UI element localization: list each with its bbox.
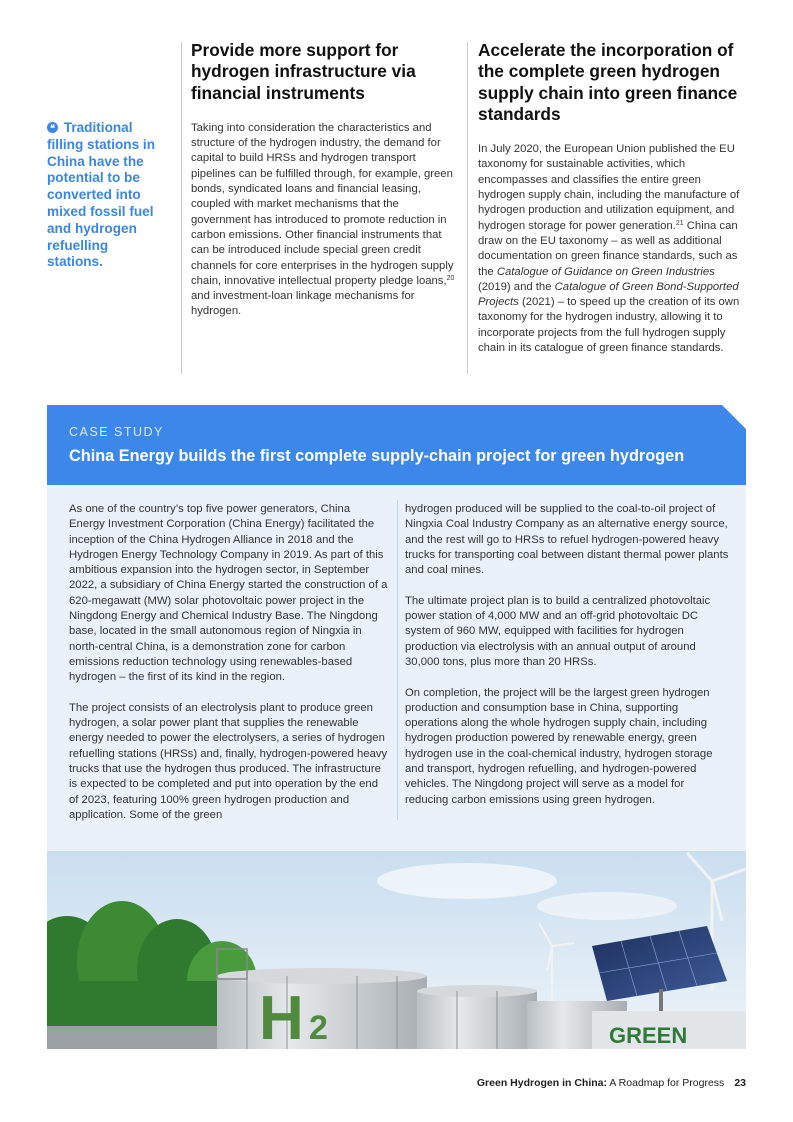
page-footer xyxy=(477,1077,746,1089)
paragraph: The ultimate project plan is to build a centralized photovoltaic power station of 4,000 MW and an off-grid photovoltaic DC system of 960 MW, equipped with facilities for hydrogen production via electrolysis with an annual output of around 30,000 tons, plus more than 20 HRSs. xyxy=(405,594,711,668)
container-label: GREEN xyxy=(609,1023,688,1048)
case-study-divider xyxy=(397,500,398,820)
h2-logo-subscript: 2 xyxy=(309,1009,328,1047)
pull-quote-text: Traditional filling stations in China have the potential to be converted into mixed fossil fuel and hydrogen refuelling stations. xyxy=(47,120,155,270)
paragraph: As one of the country’s top five power generators, China Energy Investment Corporation (China Energy) facilitated the inception of the China Hydrogen Alliance in 2018 and the Hydrogen Energy Technology Company in 2019. As part of this ambitious expansion into the hydrogen sector, in September 2022, a subsidiary of China Energy started the construction of a 620-megawatt (MW) solar photovoltaic power project in the Ningdong Energy and Chemical Industry Base. The Ningdong base, located in the small autonomous region of Ningxia in north-central China, is a demonstration zone for carbon emissions reduction technology using renewables-based hydrogen – the first of its kind in the region. xyxy=(69,503,388,684)
column-divider-left xyxy=(181,42,182,374)
case-study-right-column xyxy=(405,502,730,808)
case-study-header xyxy=(47,405,746,485)
section-heading: Provide more support for hydrogen infrastructure via financial instruments xyxy=(191,40,416,103)
photo-illustration xyxy=(47,851,746,1049)
quote-icon: ❝ xyxy=(47,122,58,133)
page-number: 23 xyxy=(734,1077,746,1089)
footer-title-bold: Green Hydrogen in China: xyxy=(476,1077,607,1089)
section-body: Taking into consideration the characteristics and structure of the hydrogen industry, the demand for capital to build HRSs and hydrogen transport pipelines can be fulfilled through, for example, green bonds, syndicated loans and financial leasing, coupled with market mechanisms that the government has introduced to promote reduction in carbon emissions. Other financial instruments that can be introduced include special green credit channels for core enterprises in the hydrogen supply chain, innovative intellectual property pledge loans,$^{20}$ and investment-loan linkage mechanisms for hydrogen. xyxy=(191,121,455,318)
paragraph: hydrogen produced will be supplied to the coal-to-oil project of Ningxia Coal Industry Company as an alternative energy source, and the rest will go to HRSs to refuel hydrogen-powered heavy trucks for transporting coal between distant thermal power plants and coal mines. xyxy=(405,503,729,577)
case-study-title: China Energy builds the first complete supply-chain project for green hydrogen xyxy=(69,447,685,465)
h2-logo-letter: H xyxy=(259,984,304,1049)
case-study-label: CASE STUDY xyxy=(69,425,164,439)
financial-instruments-section xyxy=(191,40,459,320)
column-divider-right xyxy=(467,42,468,374)
green-finance-standards-section xyxy=(478,40,746,356)
footnote-ref: 20 xyxy=(446,274,455,282)
case-study-left-column xyxy=(69,502,389,823)
paragraph: On completion, the project will be the largest green hydrogen production and consumption base in China, supporting operations along the whole hydrogen supply chain, including hydrogen production powered by renewable energy, green hydrogen use in the coal-chemical industry, hydrogen storage and transport, hydrogen refuelling, and hydrogen-powered vehicles. The Ningdong project will serve as a model for reducing carbon emissions using green hydrogen. xyxy=(405,686,713,806)
catalogue-title: Catalogue of Green Bond-Supported Projects xyxy=(478,280,739,309)
paragraph: The project consists of an electrolysis plant to produce green hydrogen, a solar power plant that supplies the renewable energy needed to power the electrolysers, a series of hydrogen refuelling stations (HRSs) and, finally, hydrogen-powered heavy trucks that use the hydrogen thus produced. The infrastructure is expected to be completed and put into operation by the end of 2023, featuring 100% green hydrogen production and application. Some of the green xyxy=(69,701,388,821)
section-body: In July 2020, the European Union published the EU taxonomy for sustainable activities, which encompasses and classifies the entire green hydrogen supply chain, including the manufacture of hydrogen production and utilization equipment, and hydrogen storage for power generation.$^{21}$ China can draw on the EU taxonomy – as well as additional documentation on green finance standards, such as the Catalogue of Guidance on Green Industries (2019) and the Catalogue of Green Bond-Supported Projects (2021) – to speed up the creation of its own taxonomy for the hydrogen industry, allowing it to incorporate projects from the full hydrogen supply chain in its catalogue of green finance standards. xyxy=(478,143,740,355)
case-study-body xyxy=(47,485,746,851)
corner-cut xyxy=(722,405,746,429)
pull-quote xyxy=(47,120,167,271)
footer-title-rest: A Roadmap for Progress xyxy=(607,1077,725,1089)
footnote-ref: 21 xyxy=(675,219,684,227)
hydrogen-plant-photo xyxy=(47,851,746,1049)
catalogue-title: Catalogue of Guidance on Green Industries xyxy=(496,265,715,278)
section-heading: Accelerate the incorporation of the complete green hydrogen supply chain into green finance standards xyxy=(478,40,738,124)
